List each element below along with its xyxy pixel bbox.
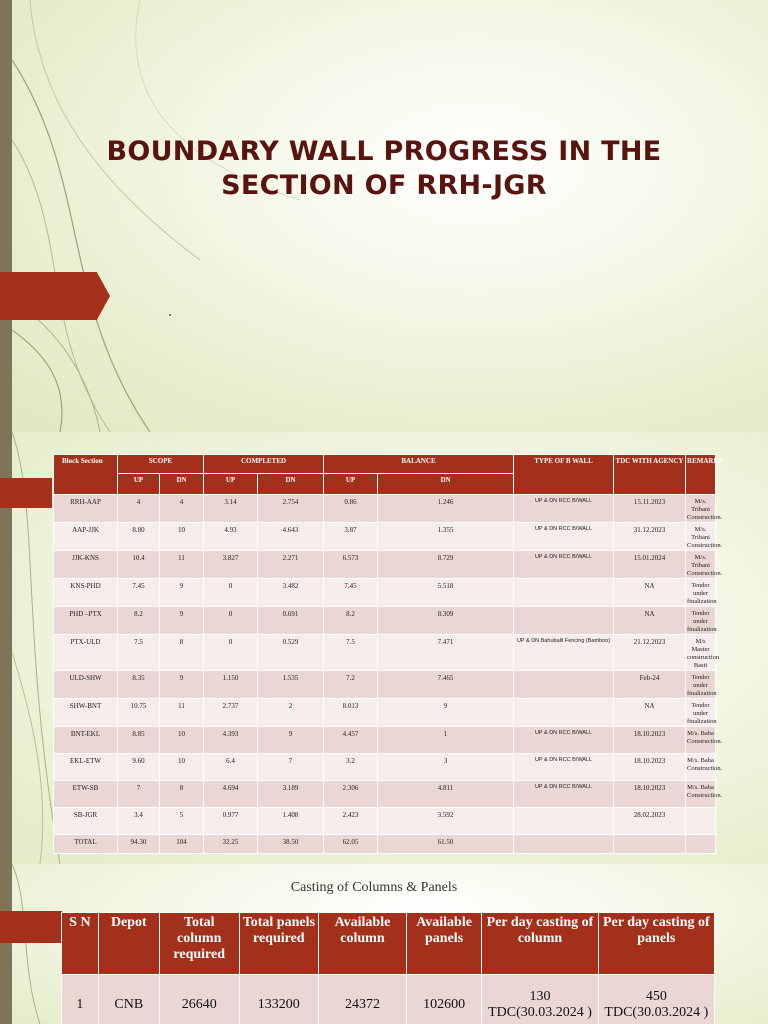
cell-scope-dn: 10 xyxy=(160,523,204,551)
cell-tdc xyxy=(614,835,686,854)
cell-section: EKL-ETW xyxy=(54,754,118,781)
cell-wall-type: UP & DN RCC B/WALL xyxy=(514,495,614,523)
cell-tdc: 31.12.2023 xyxy=(614,523,686,551)
header-balance-dn: DN xyxy=(378,474,514,495)
cell-balance-up: 0.86 xyxy=(324,495,378,523)
header-completed-up: UP xyxy=(204,474,258,495)
cell-completed-up: 0.977 xyxy=(204,808,258,835)
cell-completed-dn: 2.754 xyxy=(258,495,324,523)
casting-cell-sn: 1 xyxy=(62,975,99,1024)
cell-scope-up: 94.30 xyxy=(118,835,160,854)
cell-scope-dn: 10 xyxy=(160,727,204,754)
cell-completed-up: 0 xyxy=(204,579,258,607)
cell-completed-dn: 3.189 xyxy=(258,781,324,808)
cell-balance-dn: 5.518 xyxy=(378,579,514,607)
cell-wall-type: UP & DN RCC B/WALL xyxy=(514,523,614,551)
table-row xyxy=(54,523,716,551)
cell-completed-up: 6.4 xyxy=(204,754,258,781)
cell-tdc: 15.11.2023 xyxy=(614,495,686,523)
header-type-of-wall: TYPE OF B WALL xyxy=(514,455,614,495)
cell-completed-dn: 38.50 xyxy=(258,835,324,854)
cell-balance-dn: 7.465 xyxy=(378,671,514,699)
table-row xyxy=(54,635,716,671)
boundary-wall-table xyxy=(53,454,723,854)
cell-section: AAP-JJK xyxy=(54,523,118,551)
cell-balance-dn: 3 xyxy=(378,754,514,781)
cell-remarks: Tender under finalization xyxy=(686,699,716,727)
cell-scope-up: 10.4 xyxy=(118,551,160,579)
cell-tdc: 18.10.2023 xyxy=(614,754,686,781)
casting-cell-total-column: 26640 xyxy=(159,975,239,1024)
table-row xyxy=(54,579,716,607)
cell-wall-type: UP & DN Bahubalil Fencing (Bamboo) xyxy=(514,635,614,671)
cell-completed-dn: 4.643 xyxy=(258,523,324,551)
cell-remarks: Tender under finalization xyxy=(686,579,716,607)
cell-wall-type xyxy=(514,808,614,835)
slide-casting xyxy=(0,864,768,1024)
cell-scope-up: 7.5 xyxy=(118,635,160,671)
cell-scope-up: 8.80 xyxy=(118,523,160,551)
cell-tdc: 21.12.2023 xyxy=(614,635,686,671)
cell-tdc: 15.01.2024 xyxy=(614,551,686,579)
cell-scope-up: 7.45 xyxy=(118,579,160,607)
cell-balance-dn: 4.811 xyxy=(378,781,514,808)
cell-balance-up: 7.2 xyxy=(324,671,378,699)
cell-wall-type: UP & DN RCC B/WALL xyxy=(514,551,614,579)
table-row xyxy=(54,727,716,754)
cell-balance-up: 4.457 xyxy=(324,727,378,754)
cell-balance-dn: 8.729 xyxy=(378,551,514,579)
cell-balance-up: 7.45 xyxy=(324,579,378,607)
cell-scope-dn: 10 xyxy=(160,754,204,781)
header-tdc: TDC WITH AGENCY xyxy=(614,455,686,495)
cell-section: PHD –PTX xyxy=(54,607,118,635)
casting-cell-avail-column: 24372 xyxy=(319,975,407,1024)
table-row xyxy=(54,754,716,781)
cell-completed-up: 32.25 xyxy=(204,835,258,854)
cell-balance-dn: 9 xyxy=(378,699,514,727)
header-completed: COMPLETED xyxy=(204,455,324,474)
cell-balance-dn: 3.592 xyxy=(378,808,514,835)
header-scope: SCOPE xyxy=(118,455,204,474)
cell-remarks xyxy=(686,808,716,835)
cell-tdc: Feb-24 xyxy=(614,671,686,699)
header-remarks: REMARKS xyxy=(686,455,716,495)
cell-completed-up: 4.694 xyxy=(204,781,258,808)
boundary-wall-table-body xyxy=(54,495,723,854)
cell-remarks: M/s. Tribani Construction. xyxy=(686,551,716,579)
cell-scope-up: 8.2 xyxy=(118,607,160,635)
casting-cell-per-day-panels: 450 TDC(30.03.2024 ) xyxy=(598,975,714,1024)
cell-scope-dn: 9 xyxy=(160,671,204,699)
table-row xyxy=(54,607,716,635)
casting-header: S N xyxy=(62,913,99,975)
cell-completed-up: 4.393 xyxy=(204,727,258,754)
table-row xyxy=(54,495,716,523)
cell-completed-up: 3.827 xyxy=(204,551,258,579)
header-balance: BALANCE xyxy=(324,455,514,474)
table-row xyxy=(54,699,716,727)
cell-balance-up: 8.013 xyxy=(324,699,378,727)
cell-completed-dn: 1.535 xyxy=(258,671,324,699)
table-row xyxy=(54,808,716,835)
slide-title xyxy=(0,0,768,432)
table-row xyxy=(54,671,716,699)
cell-scope-up: 10.75 xyxy=(118,699,160,727)
cell-remarks: Tender under finalization xyxy=(686,671,716,699)
cell-balance-dn: 1 xyxy=(378,727,514,754)
header-balance-up: UP xyxy=(324,474,378,495)
cell-wall-type: UP & DN RCC B/WALL xyxy=(514,754,614,781)
accent-tab xyxy=(0,478,52,508)
cell-tdc: 18.10.2023 xyxy=(614,727,686,754)
cell-tdc: NA xyxy=(614,607,686,635)
cell-remarks: M/s. Baba Construction. xyxy=(686,727,716,754)
cell-balance-up: 2.306 xyxy=(324,781,378,808)
page-title: BOUNDARY WALL PROGRESS IN THE SECTION OF RRH-JGR xyxy=(106,136,662,201)
header-scope-dn: DN xyxy=(160,474,204,495)
casting-header: Total panels required xyxy=(239,913,319,975)
cell-scope-dn: 11 xyxy=(160,699,204,727)
cell-tdc: 28.02.2023 xyxy=(614,808,686,835)
cell-completed-dn: 2.271 xyxy=(258,551,324,579)
cell-completed-up: 3.14 xyxy=(204,495,258,523)
casting-cell-total-panels: 133200 xyxy=(239,975,319,1024)
cell-tdc: NA xyxy=(614,579,686,607)
header-scope-up: UP xyxy=(118,474,160,495)
cell-section: TOTAL xyxy=(54,835,118,854)
casting-header: Per day casting of column xyxy=(482,913,598,975)
cell-scope-dn: 11 xyxy=(160,551,204,579)
accent-arrow xyxy=(0,272,110,320)
cell-completed-up: 0 xyxy=(204,635,258,671)
cell-section: RRH-AAP xyxy=(54,495,118,523)
cell-section: ETW-SB xyxy=(54,781,118,808)
cell-remarks: M/s. Baba Construction. xyxy=(686,781,716,808)
cell-balance-dn: 7.471 xyxy=(378,635,514,671)
cell-tdc: NA xyxy=(614,699,686,727)
cell-completed-up: 2.737 xyxy=(204,699,258,727)
cell-section: SHW-BNT xyxy=(54,699,118,727)
cell-section: SB-JGR xyxy=(54,808,118,835)
table-row xyxy=(54,551,716,579)
header-block-section: Block Section xyxy=(54,455,118,495)
casting-header: Total column required xyxy=(159,913,239,975)
cell-scope-dn: 8 xyxy=(160,635,204,671)
table-row xyxy=(54,781,716,808)
cell-balance-dn: 1.355 xyxy=(378,523,514,551)
casting-cell-avail-panels: 102600 xyxy=(406,975,482,1024)
header-completed-dn: DN xyxy=(258,474,324,495)
cell-remarks: M/s Master construction Basti xyxy=(686,635,716,671)
cell-completed-dn: 9 xyxy=(258,727,324,754)
cell-balance-dn: 61.50 xyxy=(378,835,514,854)
cell-section: BNT-EKL xyxy=(54,727,118,754)
casting-table xyxy=(61,912,715,1024)
cell-section: KNS-PHD xyxy=(54,579,118,607)
cell-remarks: Tender under finalization xyxy=(686,607,716,635)
cell-balance-up: 8.2 xyxy=(324,607,378,635)
table-row xyxy=(62,975,715,1024)
cell-balance-up: 7.5 xyxy=(324,635,378,671)
cell-remarks: M/s. Tribani Construction. xyxy=(686,495,716,523)
cell-remarks: M/s. Tribani Construction. xyxy=(686,523,716,551)
casting-title: Casting of Columns & Panels xyxy=(290,880,458,895)
cell-wall-type xyxy=(514,607,614,635)
cell-completed-dn: 3.482 xyxy=(258,579,324,607)
cell-balance-up: 6.573 xyxy=(324,551,378,579)
cell-balance-dn: 1.246 xyxy=(378,495,514,523)
cell-completed-dn: 7 xyxy=(258,754,324,781)
cell-scope-up: 8.35 xyxy=(118,671,160,699)
stray-dot xyxy=(169,314,171,316)
cell-section: ULD-SHW xyxy=(54,671,118,699)
cell-completed-dn: 2 xyxy=(258,699,324,727)
cell-wall-type xyxy=(514,671,614,699)
cell-wall-type xyxy=(514,835,614,854)
cell-scope-dn: 8 xyxy=(160,781,204,808)
cell-wall-type xyxy=(514,699,614,727)
casting-cell-per-day-column: 130 TDC(30.03.2024 ) xyxy=(482,975,598,1024)
cell-remarks xyxy=(686,835,716,854)
cell-scope-up: 3.4 xyxy=(118,808,160,835)
cell-balance-dn: 8.309 xyxy=(378,607,514,635)
cell-completed-dn: 0.529 xyxy=(258,635,324,671)
casting-header: Available panels xyxy=(406,913,482,975)
cell-remarks: M/s. Baba Construction. xyxy=(686,754,716,781)
cell-section: JJK-KNS xyxy=(54,551,118,579)
slide-progress-table xyxy=(0,432,768,864)
cell-scope-up: 7 xyxy=(118,781,160,808)
cell-completed-up: 1.150 xyxy=(204,671,258,699)
cell-wall-type: UP & DN RCC B/WALL xyxy=(514,781,614,808)
cell-scope-dn: 5 xyxy=(160,808,204,835)
casting-cell-depot: CNB xyxy=(98,975,159,1024)
decorative-curves xyxy=(0,0,340,432)
cell-completed-dn: 1.408 xyxy=(258,808,324,835)
cell-completed-up: 0 xyxy=(204,607,258,635)
cell-scope-dn: 4 xyxy=(160,495,204,523)
cell-balance-up: 2.423 xyxy=(324,808,378,835)
cell-tdc: 18.10.2023 xyxy=(614,781,686,808)
cell-scope-dn: 9 xyxy=(160,607,204,635)
cell-scope-dn: 104 xyxy=(160,835,204,854)
cell-scope-up: 8.85 xyxy=(118,727,160,754)
total-row xyxy=(54,835,716,854)
cell-scope-up: 9.60 xyxy=(118,754,160,781)
cell-completed-dn: 0.691 xyxy=(258,607,324,635)
casting-header: Depot xyxy=(98,913,159,975)
casting-header: Available column xyxy=(319,913,407,975)
cell-balance-up: 3.87 xyxy=(324,523,378,551)
cell-scope-up: 4 xyxy=(118,495,160,523)
cell-section: PTX-ULD xyxy=(54,635,118,671)
cell-scope-dn: 9 xyxy=(160,579,204,607)
cell-wall-type: UP & DN RCC B/WALL xyxy=(514,727,614,754)
accent-tab xyxy=(0,911,62,943)
cell-balance-up: 3.2 xyxy=(324,754,378,781)
cell-balance-up: 62.05 xyxy=(324,835,378,854)
cell-completed-up: 4.93 xyxy=(204,523,258,551)
cell-wall-type xyxy=(514,579,614,607)
casting-header: Per day casting of panels xyxy=(598,913,714,975)
